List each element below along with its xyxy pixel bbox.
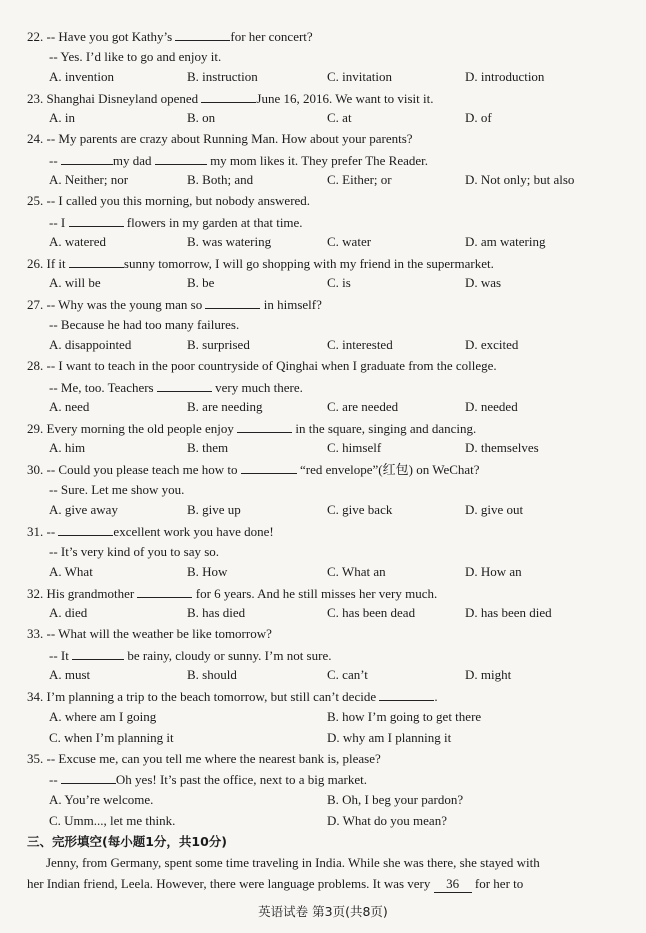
question-34-options-row1 (0, 707, 646, 727)
option-c[interactable]: C. interested (327, 337, 393, 352)
answer-blank[interactable] (201, 88, 256, 103)
question-23: 23. Shanghai Disneyland opened June 16, 2016. We want to visit it. (27, 88, 646, 108)
question-28-options (0, 397, 646, 417)
option-d[interactable]: D. might (465, 667, 512, 682)
answer-blank[interactable] (61, 150, 113, 165)
question-27-options (0, 335, 646, 355)
question-32-options (0, 603, 646, 623)
option-b[interactable]: B. on (187, 110, 216, 125)
option-a[interactable]: A. will be (49, 275, 101, 290)
option-b[interactable]: B. are needing (187, 399, 263, 414)
option-a[interactable]: A. watered (49, 234, 107, 249)
question-31: 31. -- excellent work you have done! (27, 521, 646, 541)
option-a[interactable]: A. him (49, 440, 86, 455)
passage-line-1: Jenny, from Germany, spent some time traveling in India. While she was there, she stayed with (46, 855, 540, 870)
option-c[interactable]: C. is (327, 275, 351, 290)
question-24: 24. -- My parents are crazy about Running Man. How about your parents? (27, 131, 413, 146)
answer-blank[interactable] (237, 418, 292, 433)
question-25-reply: -- I flowers in my garden at that time. (49, 212, 646, 232)
option-a[interactable]: A. must (49, 667, 91, 682)
question-29-options (0, 438, 646, 458)
answer-blank[interactable] (58, 521, 113, 536)
question-30-options (0, 500, 646, 520)
answer-blank[interactable] (205, 294, 260, 309)
option-a[interactable]: A. died (49, 605, 88, 620)
answer-blank[interactable] (69, 253, 124, 268)
option-b[interactable]: B. Oh, I beg your pardon? (327, 792, 464, 807)
answer-blank[interactable] (137, 583, 192, 598)
question-22-options (0, 67, 646, 87)
answer-blank[interactable] (157, 377, 212, 392)
section-title: 三、完形填空(每小题1分，共10分) (27, 834, 228, 849)
question-35-reply: -- Oh yes! It’s past the office, next to a big market. (49, 769, 646, 789)
option-b[interactable]: B. has died (187, 605, 246, 620)
option-c[interactable]: C. can’t (327, 667, 368, 682)
question-26: 26. If it sunny tomorrow, I will go shopping with my friend in the supermarket. (27, 253, 646, 273)
question-32: 32. His grandmother for 6 years. And he still misses her very much. (27, 583, 646, 603)
question-34-options-row2 (0, 728, 646, 748)
question-27: 27. -- Why was the young man so in himself? (27, 294, 646, 314)
option-d[interactable]: D. has been died (465, 605, 552, 620)
option-d[interactable]: D. What do you mean? (327, 813, 447, 828)
question-26-options (0, 273, 646, 293)
option-c[interactable]: C. invitation (327, 69, 392, 84)
option-a[interactable]: A. in (49, 110, 75, 125)
option-b[interactable]: B. Both; and (187, 172, 254, 187)
question-22: 22. -- Have you got Kathy’s for her concert? (27, 26, 646, 46)
option-d[interactable]: D. of (465, 110, 492, 125)
option-c[interactable]: C. at (327, 110, 352, 125)
answer-blank[interactable] (241, 459, 297, 474)
option-b[interactable]: B. surprised (187, 337, 250, 352)
option-a[interactable]: A. You’re welcome. (49, 792, 154, 807)
question-33: 33. -- What will the weather be like tomorrow? (27, 626, 272, 641)
option-c[interactable]: C. Either; or (327, 172, 392, 187)
option-d[interactable]: D. why am I planning it (327, 730, 452, 745)
question-31-reply: -- It’s very kind of you to say so. (49, 544, 220, 559)
option-a[interactable]: A. disappointed (49, 337, 132, 352)
option-d[interactable]: D. excited (465, 337, 519, 352)
cloze-blank-36[interactable]: 36 (434, 876, 472, 893)
answer-blank[interactable] (69, 212, 124, 227)
option-b[interactable]: B. how I’m going to get there (327, 709, 482, 724)
option-c[interactable]: C. Umm..., let me think. (49, 813, 176, 828)
question-24-options (0, 170, 646, 190)
passage-line-2: her Indian friend, Leela. However, there were language problems. It was very 36 for her to (27, 876, 524, 891)
option-b[interactable]: B. should (187, 667, 237, 682)
question-34: 34. I’m planning a trip to the beach tomorrow, but still can’t decide . (27, 686, 646, 706)
option-b[interactable]: B. be (187, 275, 215, 290)
option-a[interactable]: A. invention (49, 69, 114, 84)
answer-blank[interactable] (379, 686, 434, 701)
page-footer: 英语试卷 第3页(共8页) (258, 904, 388, 919)
option-c[interactable]: C. himself (327, 440, 382, 455)
option-c[interactable]: C. What an (327, 564, 386, 579)
question-25: 25. -- I called you this morning, but nobody answered. (27, 193, 311, 208)
question-33-reply: -- It be rainy, cloudy or sunny. I’m not sure. (49, 645, 646, 665)
question-33-options (0, 665, 646, 685)
question-28-reply: -- Me, too. Teachers very much there. (49, 377, 646, 397)
option-b[interactable]: B. How (187, 564, 228, 579)
answer-blank[interactable] (61, 769, 116, 784)
option-a[interactable]: A. need (49, 399, 90, 414)
question-35-options-row1 (0, 790, 646, 810)
question-30: 30. -- Could you please teach me how to “red envelope”(红包) on WeChat? (27, 459, 646, 479)
option-d[interactable]: D. was (465, 275, 502, 290)
question-31-options (0, 562, 646, 582)
option-c[interactable]: C. when I’m planning it (49, 730, 174, 745)
option-b[interactable]: B. instruction (187, 69, 258, 84)
option-b[interactable]: B. give up (187, 502, 241, 517)
option-a[interactable]: A. What (49, 564, 93, 579)
answer-blank[interactable] (72, 645, 124, 660)
question-35-options-row2 (0, 811, 646, 831)
question-29: 29. Every morning the old people enjoy in the square, singing and dancing. (27, 418, 646, 438)
option-d[interactable]: D. give out (465, 502, 524, 517)
question-24-reply: -- my dad my mom likes it. They prefer The Reader. (49, 150, 646, 170)
option-b[interactable]: B. was watering (187, 234, 272, 249)
question-27-reply: -- Because he had too many failures. (49, 317, 240, 332)
option-a[interactable]: A. where am I going (49, 709, 157, 724)
option-d[interactable]: D. themselves (465, 440, 539, 455)
question-30-reply: -- Sure. Let me show you. (49, 482, 185, 497)
option-d[interactable]: D. Not only; but also (465, 172, 575, 187)
answer-blank[interactable] (155, 150, 207, 165)
option-c[interactable]: C. are needed (327, 399, 399, 414)
option-c[interactable]: C. has been dead (327, 605, 416, 620)
option-b[interactable]: B. them (187, 440, 229, 455)
option-d[interactable]: D. How an (465, 564, 522, 579)
question-28: 28. -- I want to teach in the poor countryside of Qinghai when I graduate from the college. (27, 358, 497, 373)
option-d[interactable]: D. am watering (465, 234, 546, 249)
question-23-options (0, 108, 646, 128)
option-c[interactable]: C. give back (327, 502, 393, 517)
option-d[interactable]: D. introduction (465, 69, 545, 84)
option-d[interactable]: D. needed (465, 399, 518, 414)
option-c[interactable]: C. water (327, 234, 372, 249)
option-a[interactable]: A. give away (49, 502, 118, 517)
question-22-reply: -- Yes. I’d like to go and enjoy it. (49, 49, 222, 64)
question-25-options (0, 232, 646, 252)
question-35: 35. -- Excuse me, can you tell me where the nearest bank is, please? (27, 751, 381, 766)
option-a[interactable]: A. Neither; nor (49, 172, 129, 187)
answer-blank[interactable] (175, 26, 230, 41)
